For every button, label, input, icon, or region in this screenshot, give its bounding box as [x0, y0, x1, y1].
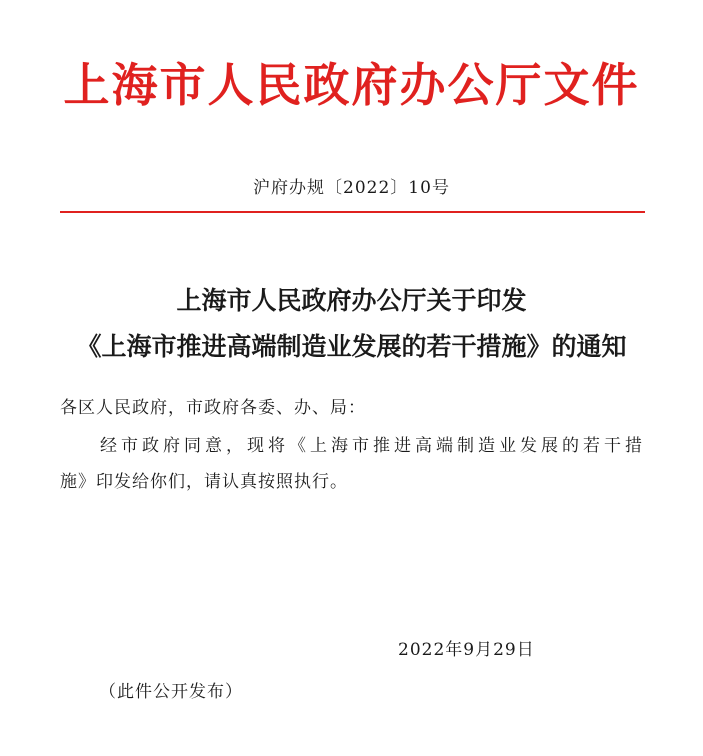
body-text-line-1: 经市政府同意，现将《上海市推进高端制造业发展的若干措: [100, 436, 645, 456]
document-number: 沪府办规〔2022〕10号: [253, 178, 450, 198]
red-divider-line: [60, 211, 645, 213]
notice-title-line-2: 《上海市推进高端制造业发展的若干措施》的通知: [76, 332, 627, 361]
document-header-title: 上海市人民政府办公厅文件: [63, 58, 640, 112]
issue-date: 2022年9月29日: [398, 640, 535, 660]
disclosure-note: （此件公开发布）: [99, 682, 243, 702]
body-text-line-2: 施》印发给你们，请认真按照执行。: [60, 472, 348, 492]
salutation: 各区人民政府，市政府各委、办、局：: [60, 398, 366, 418]
notice-title-line-1: 上海市人民政府办公厅关于印发: [176, 286, 527, 315]
